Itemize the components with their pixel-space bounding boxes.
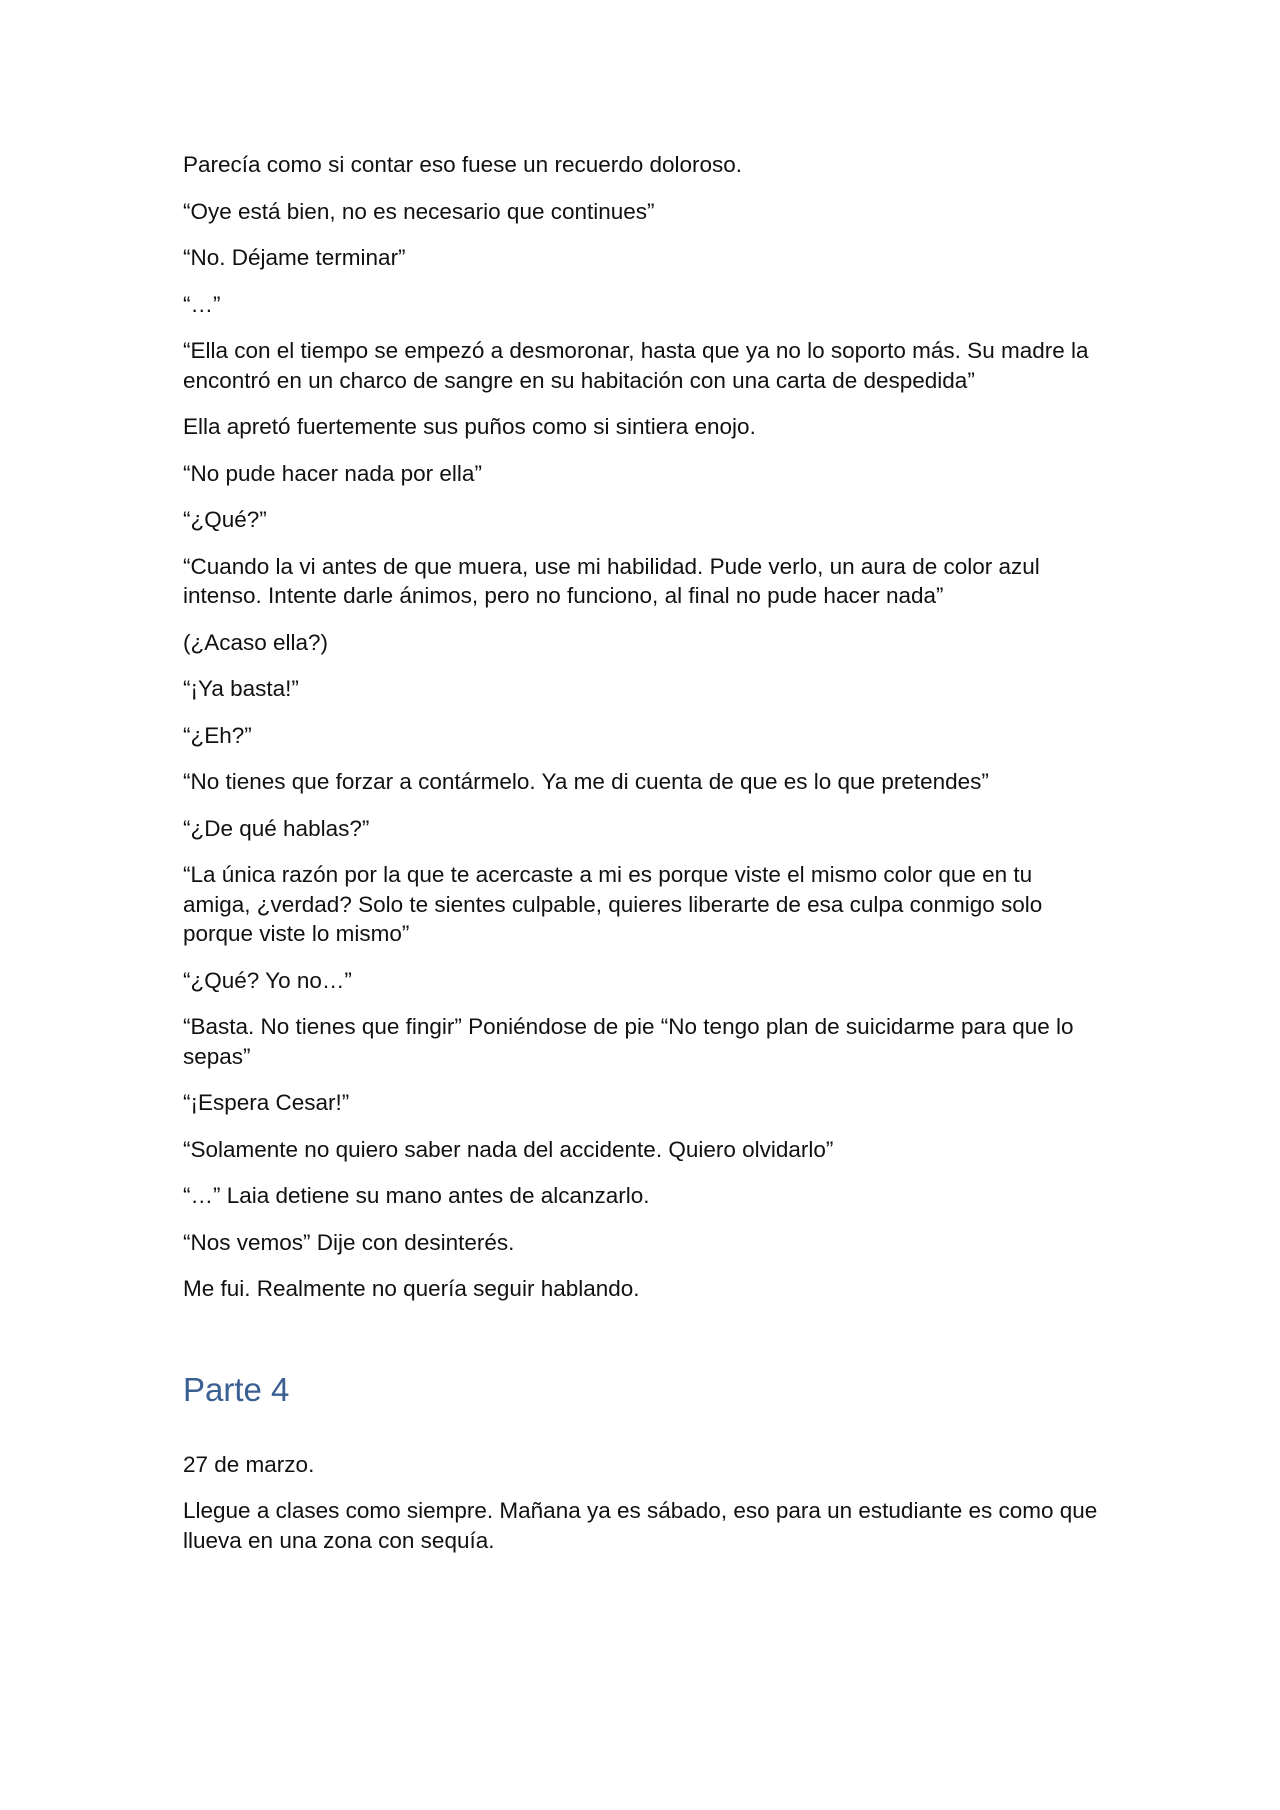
paragraph: 27 de marzo.: [183, 1451, 315, 1477]
paragraph: “…”: [183, 291, 221, 317]
paragraph: “¡Espera Cesar!”: [183, 1090, 350, 1115]
section-heading: Parte 4: [183, 1370, 290, 1408]
paragraph: “Nos vemos” Dije con desinterés.: [183, 1229, 515, 1255]
paragraph: “No pude hacer nada por ella”: [183, 460, 482, 486]
paragraph: “Oye está bien, no es necesario que continues”: [183, 198, 655, 224]
paragraph: “Basta. No tienes que fingir” Poniéndose de pie “No tengo plan de suicidarme para que lo sepas”: [183, 1014, 1074, 1069]
paragraph: (¿Acaso ella?): [183, 629, 329, 655]
paragraph: “No. Déjame terminar”: [183, 245, 406, 270]
paragraph: “¡Ya basta!”: [183, 676, 299, 701]
paragraph: “¿De qué hablas?”: [183, 815, 370, 841]
paragraph: Parecía como si contar eso fuese un recuerdo doloroso.: [183, 152, 743, 177]
paragraph: Llegue a clases como siempre. Mañana ya es sábado, eso para un estudiante es como que llueva en una zona con sequía.: [183, 1498, 1098, 1553]
paragraph: “No tienes que forzar a contármelo. Ya me di cuenta de que es lo que pretendes”: [183, 769, 989, 794]
paragraph: “¿Eh?”: [183, 722, 252, 748]
paragraph: Me fui. Realmente no quería seguir hablando.: [183, 1276, 640, 1301]
paragraph: Ella apretó fuertemente sus puños como si sintiera enojo.: [183, 414, 756, 439]
document-body: [183, 150, 1103, 1572]
paragraph: “Cuando la vi antes de que muera, use mi habilidad. Pude verlo, un aura de color azul intenso. Intente darle ánimos, pero no funciono, al final no pude hacer nada”: [183, 553, 1040, 608]
paragraph: “La única razón por la que te acercaste a mi es porque viste el mismo color que en tu amiga, ¿verdad? Solo te sientes culpable, quieres liberarte de esa culpa conmigo solo porque viste lo mismo”: [183, 862, 1043, 946]
paragraph: “Ella con el tiempo se empezó a desmoronar, hasta que ya no lo soporto más. Su madre la encontró en un charco de sangre en su habitación con una carta de despedida”: [183, 338, 1089, 393]
paragraph: “Solamente no quiero saber nada del accidente. Quiero olvidarlo”: [183, 1136, 834, 1162]
paragraph: “…” Laia detiene su mano antes de alcanzarlo.: [183, 1183, 650, 1208]
paragraph: “¿Qué? Yo no…”: [183, 967, 352, 993]
paragraph: “¿Qué?”: [183, 507, 267, 532]
